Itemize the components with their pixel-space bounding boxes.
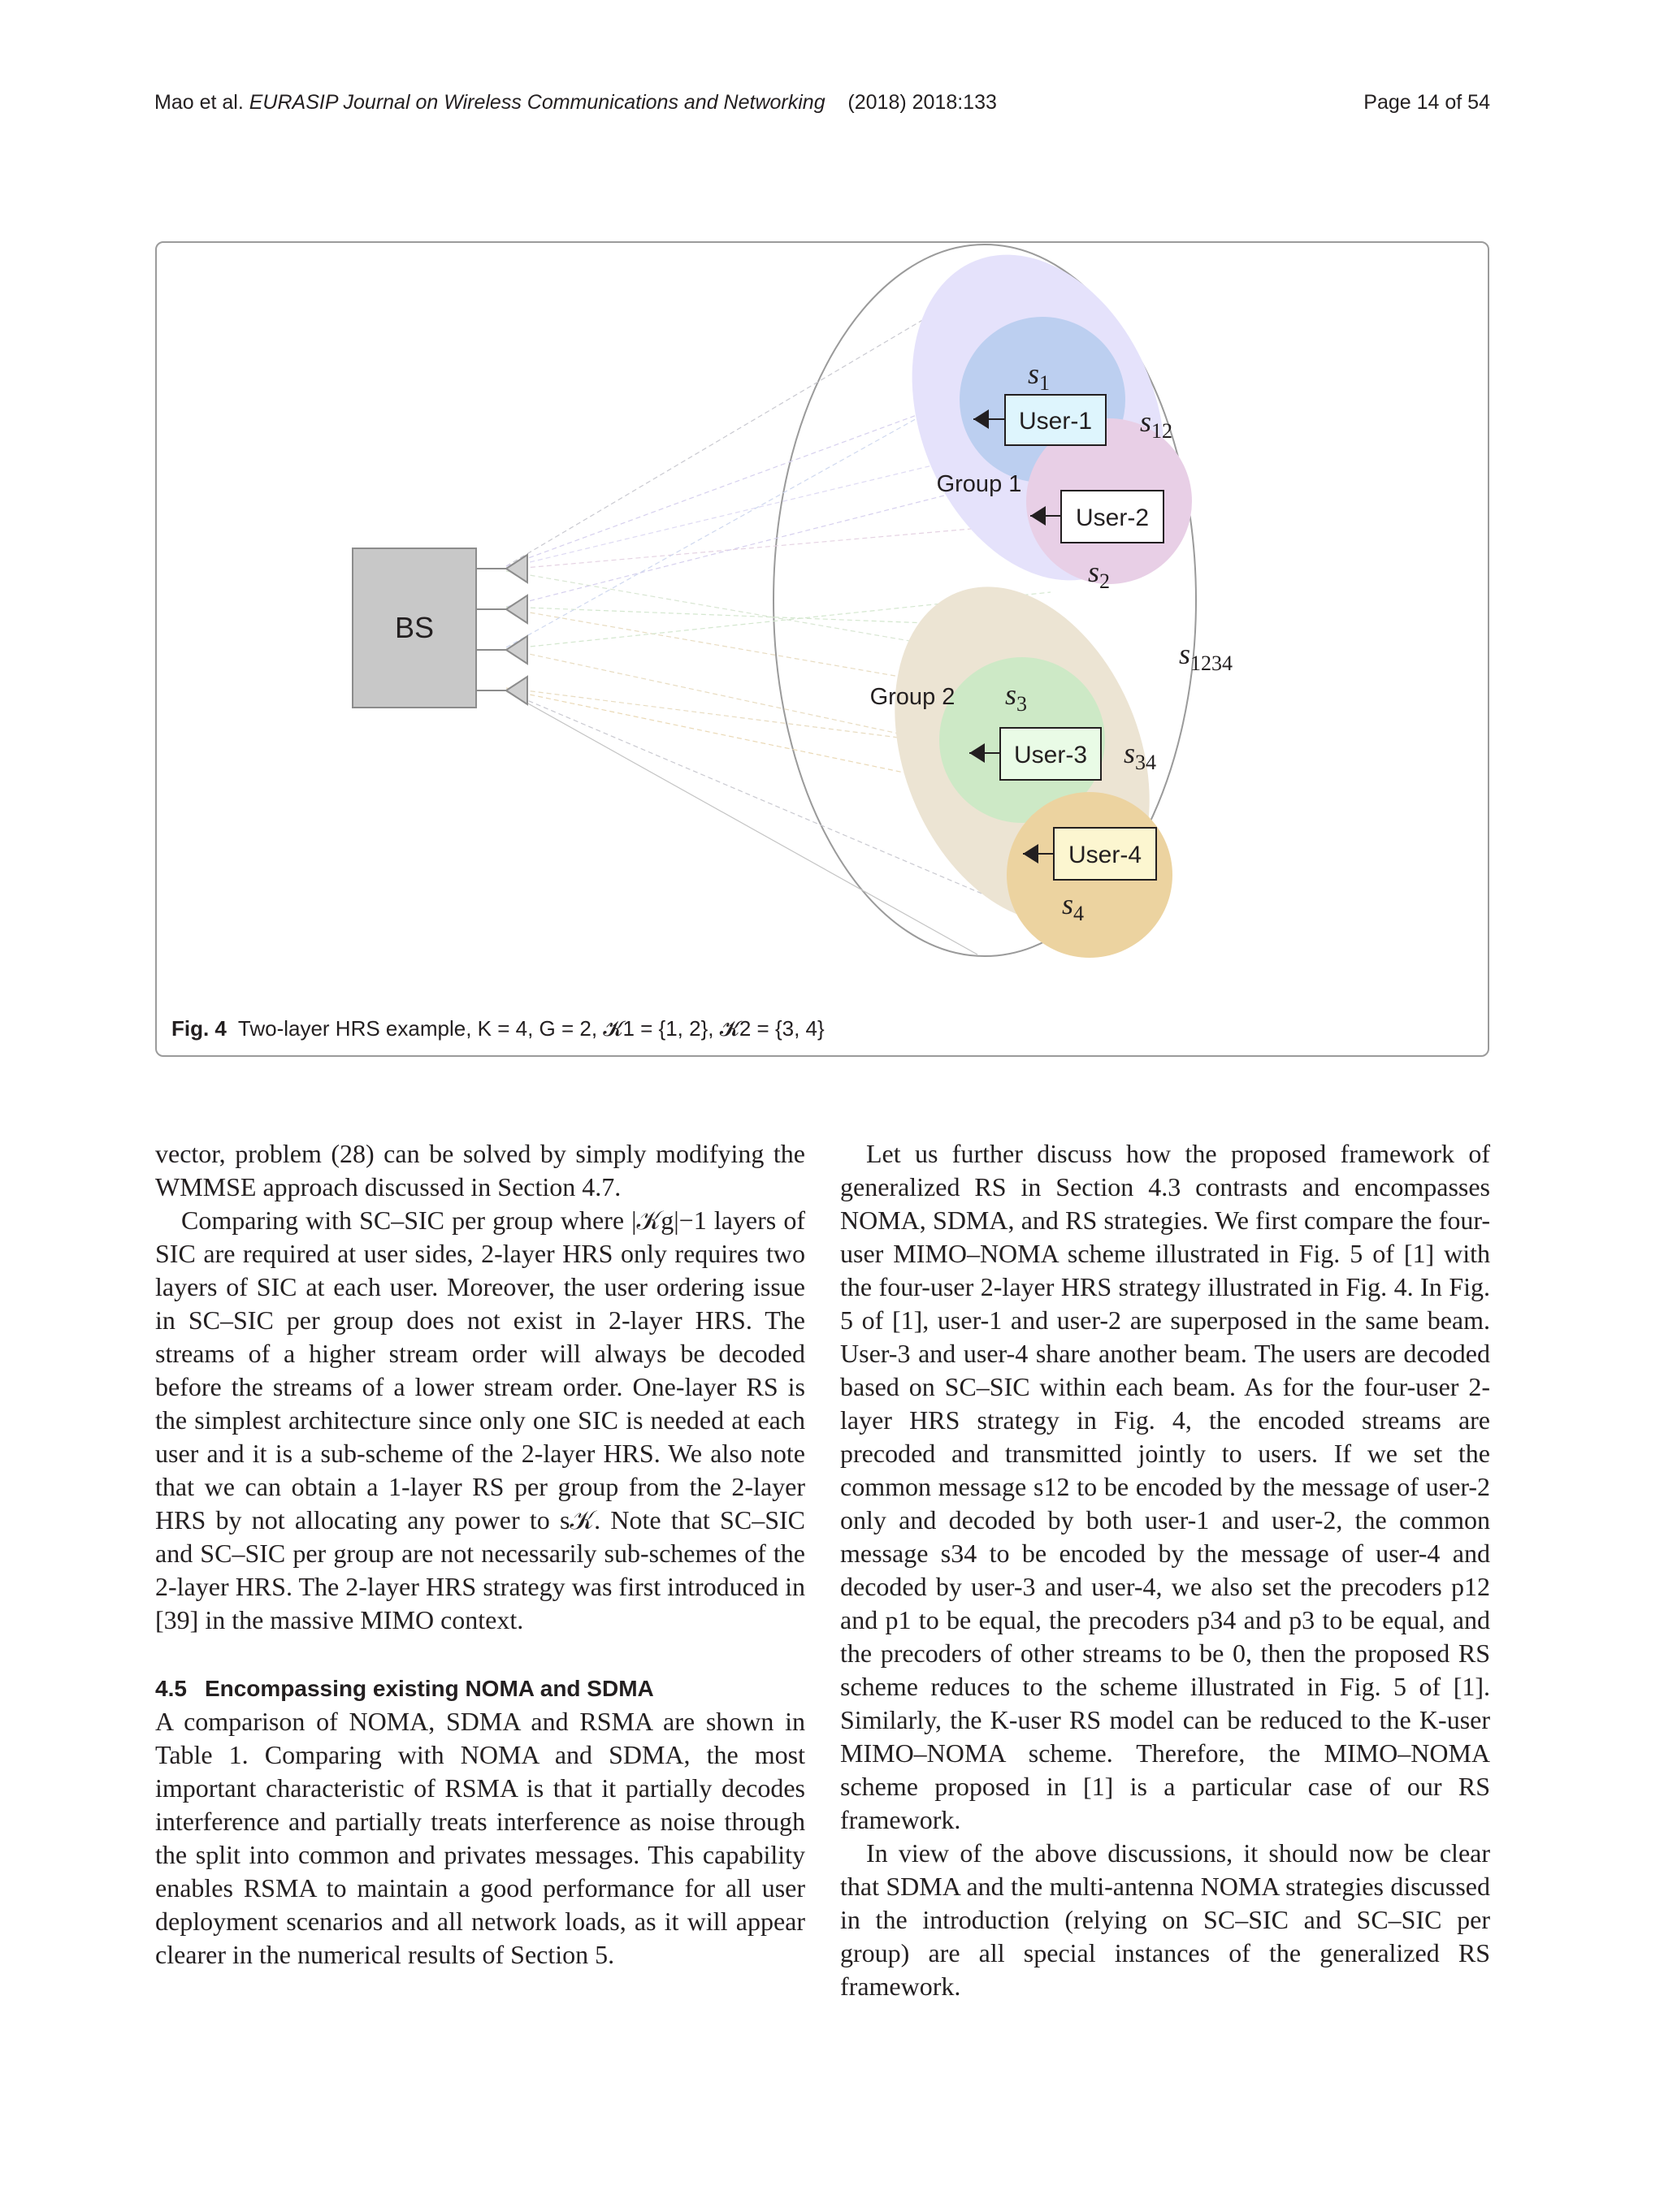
user-1-label: User-1 <box>1018 408 1093 435</box>
paragraph: vector, problem (28) can be solved by simply modifying the WMMSE approach discussed in Section 4.7. <box>155 1139 805 1201</box>
user-4-label: User-4 <box>1068 842 1142 868</box>
hrs-diagram <box>157 243 1491 1058</box>
caption-text: Two-layer HRS example, K = 4, G = 2, 𝓚1 = {1, 2}, 𝓚2 = {3, 4} <box>237 1016 825 1041</box>
group1-label: Group 1 <box>936 471 1022 497</box>
stream-s2-label: $s_2$ <box>1088 556 1111 593</box>
antennas <box>476 555 527 704</box>
group2-label: Group 2 <box>869 684 956 710</box>
paragraph: A comparison of NOMA, SDMA and RSMA are shown in Table 1. Comparing with NOMA and SDMA, the most important characteristic of RSMA is that it partially decodes interference and partially treats interference as noise through the split into common and privates messages. This capability enables RSMA to maintain a good performance for all user deployment scenarios and all network loads, as it will appear clearer in the numerical results of Section 5. <box>155 1707 805 1969</box>
figure-caption <box>171 1016 825 1042</box>
caption-label: Fig. 4 <box>171 1016 227 1041</box>
right-column <box>840 1137 1490 2003</box>
figure-4 <box>155 241 1489 1057</box>
section-number: 4.5 <box>155 1676 187 1701</box>
page-number: Page 14 of 54 <box>1363 91 1490 114</box>
user-3-label: User-3 <box>1013 742 1088 768</box>
stream-s4-label: $s_4$ <box>1062 888 1085 925</box>
left-column <box>155 1137 805 1972</box>
stream-s1234-label: $s_{1234}$ <box>1179 638 1233 675</box>
header-citation: Mao et al. EURASIP Journal on Wireless Communications and Networking (2018) 2018:133 <box>154 91 997 114</box>
stream-s12-label: $s_{12}$ <box>1140 405 1173 443</box>
stream-s3-label: $s_3$ <box>1005 678 1028 716</box>
stream-s1-label: $s_1$ <box>1028 357 1051 395</box>
section-title: Encompassing existing NOMA and SDMA <box>204 1676 654 1701</box>
bs-label: BS <box>394 611 435 644</box>
paragraph: Comparing with SC–SIC per group where |𝒦g|−1 layers of SIC are required at user sides, 2-layer HRS only requires two layers of SIC at each user. Moreover, the user ordering issue in SC–SIC per group does not exist in 2-layer HRS. The streams of a higher stream order will always be decoded before the streams of a lower stream order. One-layer RS is the simplest architecture since only one SIC is needed at each user and it is a sub-scheme of the 2-layer HRS. We also note that we can obtain a 1-layer RS per group from the 2-layer HRS by not allocating any power to s𝒦. Note that SC–SIC and SC–SIC per group are not necessarily sub-schemes of the 2-layer HRS. The 2-layer HRS strategy was first introduced in [39] in the massive MIMO context. <box>155 1206 805 1634</box>
user-2-label: User-2 <box>1075 504 1150 531</box>
paragraph: In view of the above discussions, it should now be clear that SDMA and the multi-antenna NOMA strategies discussed in the introduction (relying on SC–SIC and SC–SIC per group) are all special instances of the generalized RS framework. <box>840 1838 1490 2001</box>
paragraph: Let us further discuss how the proposed framework of generalized RS in Section 4.3 contrasts and encompasses NOMA, SDMA, and RS strategies. We first compare the four-user MIMO–NOMA scheme illustrated in Fig. 5 of [1] with the four-user 2-layer HRS strategy illustrated in Fig. 4. In Fig. 5 of [1], user-1 and user-2 are superposed in the same beam. User-3 and user-4 share another beam. The users are decoded based on SC–SIC within each beam. As for the four-user 2-layer HRS strategy in Fig. 4, the encoded streams are precoded and transmitted jointly to users. If we set the common message s12 to be encoded by the message of user-2 only and decoded by both user-1 and user-2, the common message s34 to be encoded by the message of user-4 and decoded by user-3 and user-4, we also set the precoders p12 and p1 to be equal, the precoders p34 and p3 to be equal, and the precoders of other streams to be 0, then the proposed RS scheme reduces to the scheme illustrated in Fig. 5 of [1]. Similarly, the K-user RS model can be reduced to the K-user MIMO–NOMA scheme. Therefore, the MIMO–NOMA scheme proposed in [1] is a particular case of our RS framework. <box>840 1139 1490 1834</box>
section-heading <box>155 1673 805 1705</box>
stream-s34-label: $s_{34}$ <box>1124 737 1157 774</box>
